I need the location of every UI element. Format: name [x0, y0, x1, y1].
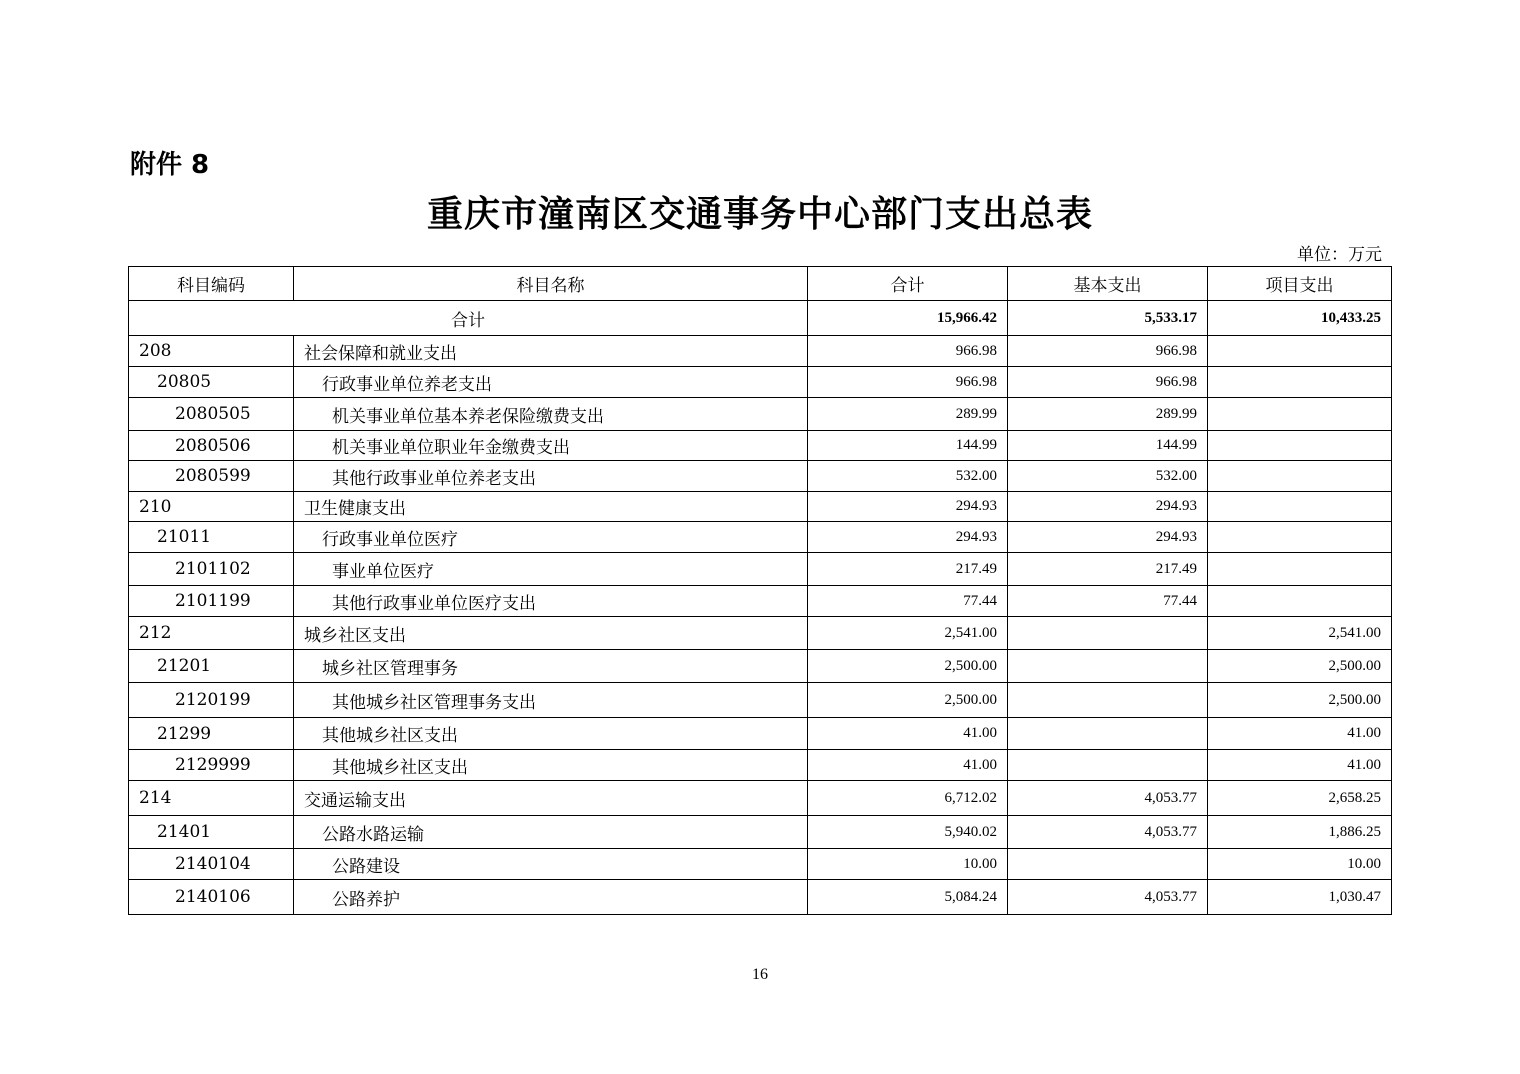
row-project: 41.00: [1208, 750, 1392, 781]
table-row: [129, 880, 1392, 915]
row-name: 机关事业单位基本养老保险缴费支出: [294, 398, 808, 431]
table-header-row: [129, 267, 1392, 301]
row-name: 其他城乡社区管理事务支出: [294, 683, 808, 718]
row-code: 2080505: [129, 398, 294, 431]
table-row: [129, 586, 1392, 617]
row-name: 交通运输支出: [294, 781, 808, 816]
row-basic: 532.00: [1008, 461, 1208, 492]
row-name: 行政事业单位医疗: [294, 522, 808, 553]
row-name: 卫生健康支出: [294, 492, 808, 522]
row-basic: [1008, 617, 1208, 650]
row-total: 6,712.02: [808, 781, 1008, 816]
total-basic: 5,533.17: [1008, 301, 1208, 336]
table-row: [129, 750, 1392, 781]
table-row: [129, 398, 1392, 431]
row-name: 机关事业单位职业年金缴费支出: [294, 431, 808, 461]
row-total: 289.99: [808, 398, 1008, 431]
row-code: 214: [129, 781, 294, 816]
page-number: 16: [752, 966, 768, 983]
row-basic: [1008, 650, 1208, 683]
row-basic: 217.49: [1008, 553, 1208, 586]
table-row: [129, 650, 1392, 683]
total-project: 10,433.25: [1208, 301, 1392, 336]
row-basic: 294.93: [1008, 522, 1208, 553]
row-code: 2140106: [129, 880, 294, 915]
row-basic: 144.99: [1008, 431, 1208, 461]
row-code: 2080506: [129, 431, 294, 461]
row-project: [1208, 336, 1392, 367]
row-name: 公路建设: [294, 849, 808, 880]
row-name: 城乡社区管理事务: [294, 650, 808, 683]
row-code: 21011: [129, 522, 294, 553]
row-project: 2,500.00: [1208, 650, 1392, 683]
row-project: [1208, 431, 1392, 461]
row-name: 其他城乡社区支出: [294, 750, 808, 781]
row-code: 2080599: [129, 461, 294, 492]
row-name: 其他行政事业单位医疗支出: [294, 586, 808, 617]
row-code: 212: [129, 617, 294, 650]
row-basic: 4,053.77: [1008, 816, 1208, 849]
page-title: 重庆市潼南区交通事务中心部门支出总表: [426, 193, 1093, 235]
row-name: 其他行政事业单位养老支出: [294, 461, 808, 492]
table-row: [129, 553, 1392, 586]
row-total: 2,500.00: [808, 683, 1008, 718]
row-total: 294.93: [808, 522, 1008, 553]
row-basic: 4,053.77: [1008, 880, 1208, 915]
row-code: 21299: [129, 718, 294, 750]
row-total: 217.49: [808, 553, 1008, 586]
row-total: 532.00: [808, 461, 1008, 492]
row-code: 2140104: [129, 849, 294, 880]
row-total: 5,940.02: [808, 816, 1008, 849]
row-project: [1208, 461, 1392, 492]
table-row: [129, 336, 1392, 367]
row-project: 2,658.25: [1208, 781, 1392, 816]
row-code: 2101199: [129, 586, 294, 617]
row-basic: 289.99: [1008, 398, 1208, 431]
table-row: [129, 367, 1392, 398]
row-code: 208: [129, 336, 294, 367]
row-total: 966.98: [808, 336, 1008, 367]
row-name: 社会保障和就业支出: [294, 336, 808, 367]
row-basic: 966.98: [1008, 367, 1208, 398]
row-code: 2129999: [129, 750, 294, 781]
row-project: 10.00: [1208, 849, 1392, 880]
row-basic: 77.44: [1008, 586, 1208, 617]
row-name: 行政事业单位养老支出: [294, 367, 808, 398]
row-project: [1208, 398, 1392, 431]
row-total: 2,500.00: [808, 650, 1008, 683]
row-name: 城乡社区支出: [294, 617, 808, 650]
header-basic: 基本支出: [1008, 267, 1208, 301]
row-project: 41.00: [1208, 718, 1392, 750]
row-code: 21401: [129, 816, 294, 849]
row-total: 41.00: [808, 750, 1008, 781]
row-total: 966.98: [808, 367, 1008, 398]
row-total: 10.00: [808, 849, 1008, 880]
expenditure-table: [128, 266, 1392, 915]
row-code: 21201: [129, 650, 294, 683]
row-basic: [1008, 849, 1208, 880]
table-row: [129, 522, 1392, 553]
row-basic: [1008, 683, 1208, 718]
table-row: [129, 683, 1392, 718]
row-code: 2101102: [129, 553, 294, 586]
row-basic: [1008, 718, 1208, 750]
row-code: 2120199: [129, 683, 294, 718]
table-row: [129, 718, 1392, 750]
table-row: [129, 849, 1392, 880]
table-row: [129, 461, 1392, 492]
row-project: [1208, 492, 1392, 522]
attachment-label: 附件 8: [130, 150, 210, 180]
row-project: [1208, 367, 1392, 398]
row-project: 1,030.47: [1208, 880, 1392, 915]
row-basic: [1008, 750, 1208, 781]
header-name: 科目名称: [294, 267, 808, 301]
table-row: [129, 431, 1392, 461]
total-amount: 15,966.42: [808, 301, 1008, 336]
row-code: 20805: [129, 367, 294, 398]
row-name: 公路水路运输: [294, 816, 808, 849]
row-total: 144.99: [808, 431, 1008, 461]
row-total: 77.44: [808, 586, 1008, 617]
row-name: 事业单位医疗: [294, 553, 808, 586]
row-code: 210: [129, 492, 294, 522]
unit-label: 单位：万元: [1297, 245, 1382, 265]
table-row: [129, 816, 1392, 849]
row-total: 2,541.00: [808, 617, 1008, 650]
total-row: [129, 301, 1392, 336]
row-total: 5,084.24: [808, 880, 1008, 915]
header-total: 合计: [808, 267, 1008, 301]
row-project: [1208, 522, 1392, 553]
table-row: [129, 617, 1392, 650]
row-project: 1,886.25: [1208, 816, 1392, 849]
row-project: [1208, 553, 1392, 586]
header-project: 项目支出: [1208, 267, 1392, 301]
table-row: [129, 781, 1392, 816]
row-name: 公路养护: [294, 880, 808, 915]
row-basic: 294.93: [1008, 492, 1208, 522]
row-basic: 4,053.77: [1008, 781, 1208, 816]
row-project: 2,500.00: [1208, 683, 1392, 718]
total-label: 合计: [129, 301, 808, 336]
row-project: [1208, 586, 1392, 617]
table-row: [129, 492, 1392, 522]
row-name: 其他城乡社区支出: [294, 718, 808, 750]
row-total: 294.93: [808, 492, 1008, 522]
header-code: 科目编码: [129, 267, 294, 301]
row-project: 2,541.00: [1208, 617, 1392, 650]
row-basic: 966.98: [1008, 336, 1208, 367]
row-total: 41.00: [808, 718, 1008, 750]
